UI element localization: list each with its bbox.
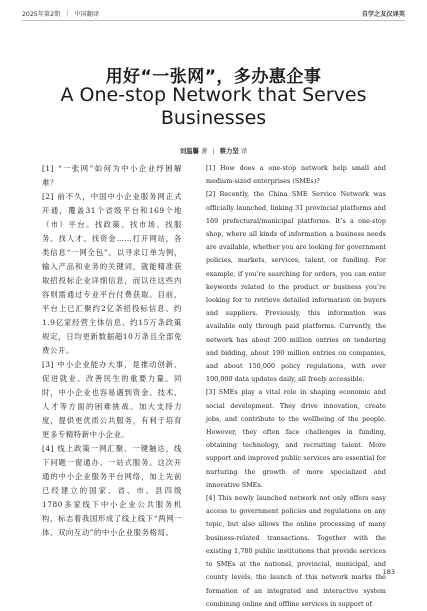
author-name: 刘温馨 bbox=[179, 147, 199, 155]
page-header bbox=[22, 6, 405, 20]
header-separator: | bbox=[66, 9, 69, 17]
author-role: 著 bbox=[200, 147, 208, 155]
translator-name: 蔡力坚 bbox=[219, 147, 239, 155]
zh-paragraph-1: [1] “一张网”如何为中小企业纾困解难？ bbox=[42, 164, 182, 187]
en-paragraph-3: [3] SMEs play a vital role in shaping economic and social development. They drive innovation, create jobs, and contribute to the wellbeing of the people. However, they often face challenges in funding, obtaining technology, and recruiting talent. More support and improved public services are essential for nurturing the growth of more specialized and innovative SMEs. bbox=[206, 389, 386, 489]
article-title-en: A One-stop Network that Serves Businesses bbox=[60, 84, 367, 129]
byline bbox=[0, 146, 427, 155]
english-column bbox=[206, 162, 386, 611]
article-title-zh: 用好“一张网”，多办惠企事 bbox=[105, 67, 322, 87]
en-paragraph-1: [1] How does a one-stop network help small and medium-sized enterprises (SMEs)? bbox=[206, 165, 386, 186]
byline-separator: | bbox=[212, 147, 215, 155]
en-paragraph-4: [4] This newly launched network not only offers easy access to government policies and regulations on any topic, but also allows the online processing of many business-related transactions. Together with the existing 1,780 public institutions that provide services to SMEs at the national, provincial, municipal, and county levels, the launch of this network marks the formation of an integrated and interactive system combining online and offline services in support of bbox=[206, 495, 386, 608]
zh-paragraph-2: [2] 前不久，中国中小企业服务网正式开通，覆盖31个省级平台和169个地（市）平台。找政策、找市场、找服务、找人才、找资金……打开网站，各类信息“一网全包”。以寻求订单为例，输入产品和业务的关键词，就能精准获取招投标企业详细信息，而以往这些内容则需通过专业平台付费获取。目前，平台上已汇聚约2亿条招投标信息、约1.9亿家经营主体信息、约15万条政策规定，日均更新数据超10万条且全部免费公开。 bbox=[42, 192, 182, 355]
issue-label: 2025年第2期 bbox=[22, 10, 61, 18]
en-paragraph-2: [2] Recently, the China SME Service Network was officially launched, linking 31 provincial platforms and 169 prefectural/municipal platforms. It’s a one-stop shop, where all kinds of information a business needs are available, whether you are looking for government policies, markets, services, talent, or funding. For example, if you’re searching for orders, you can enter keywords related to the product or business you’re looking for to retrieve detailed information on buyers and suppliers. Previously, this information was available only through paid platforms. Currently, the network has about 200 million entries on tendering and bidding, about 190 million entries on companies, and about 150,000 policy regulations, with over 100,000 data updates daily, all freely accessible. bbox=[206, 191, 386, 384]
zh-paragraph-3: [3] 中小企业能办大事，是推动创新、促进就业、改善民生的重要力量。同时，中小企业也容易遇到资金、技术、人才等方面的困难挑战。加大支持力度，提供更优质公共服务，有利于培育更多专精特新中小企业。 bbox=[42, 360, 182, 439]
zh-paragraph-4: [4] 线上政策一网汇聚、一键触达，线下问题一窗通办、一站式服务。这次开通的中小企业服务平台网络，加上先前已经建立的国家、省、市、县四级1780多家线下中小企业公共服务机构，标志着我国形成了线上线下“两网一体、双向互动”的中小企业服务格局。 bbox=[42, 444, 182, 537]
chinese-column bbox=[42, 162, 182, 540]
page-number: 183 bbox=[382, 568, 395, 576]
magazine-name: 中国翻译 bbox=[74, 10, 100, 18]
header-divider bbox=[22, 20, 405, 21]
translator-role: 译 bbox=[240, 147, 248, 155]
section-name: 自学之友汉译英 bbox=[361, 10, 405, 18]
